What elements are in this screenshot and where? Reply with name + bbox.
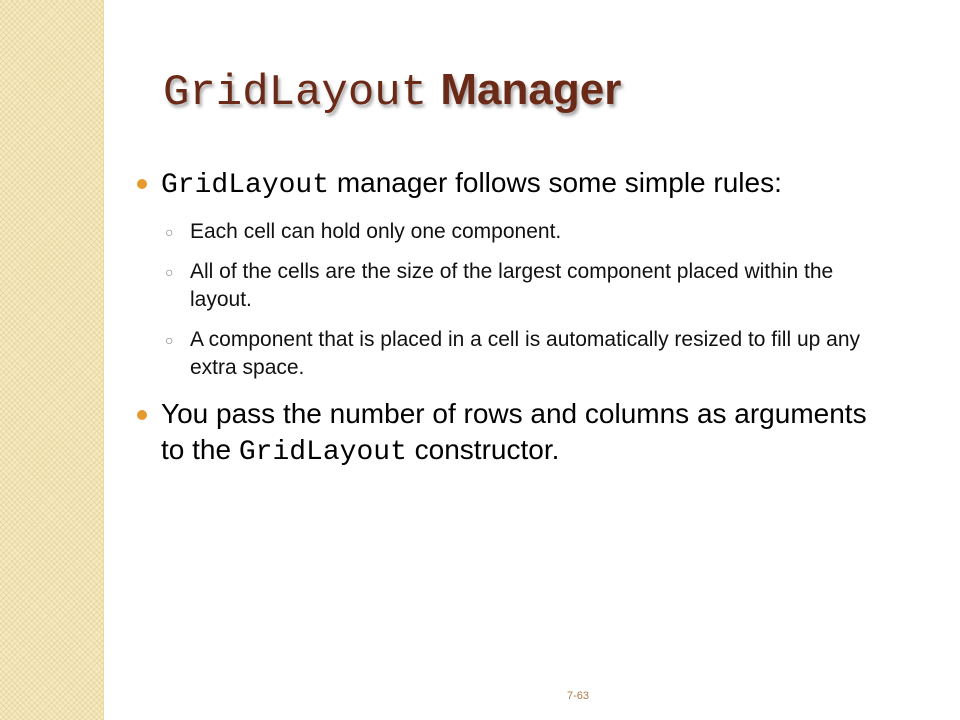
title-code: GridLayout — [163, 68, 428, 118]
bullet-list — [132, 165, 892, 471]
sub-bullet-list — [161, 218, 892, 382]
hollow-circle-icon: ○ — [165, 332, 174, 348]
sub-bullet-item — [161, 218, 892, 246]
bullet-dot-icon — [137, 410, 147, 420]
slide-title — [163, 58, 621, 124]
bullet-dot-icon — [137, 179, 147, 189]
title-text: Manager — [440, 65, 622, 114]
sub-bullet-text: A component that is placed in a cell is automatically resized to fill up any extra space. — [190, 328, 861, 379]
bullet-text: You pass the number of rows and columns as arguments to the — [161, 398, 867, 465]
hollow-circle-icon: ○ — [165, 224, 174, 240]
page-number: 7-63 — [566, 690, 590, 702]
sidebar-divider — [103, 0, 109, 720]
bullet-item — [132, 396, 892, 471]
sub-bullet-text: Each cell can hold only one component. — [190, 220, 562, 243]
slide-body — [132, 165, 892, 471]
sub-bullet-item — [161, 326, 892, 382]
bullet-text: manager follows some simple rules: — [336, 167, 782, 198]
sub-bullet-text: All of the cells are the size of the largest component placed within the layout. — [190, 260, 834, 311]
inline-code: GridLayout — [161, 170, 330, 201]
hollow-circle-icon: ○ — [165, 264, 174, 280]
sub-bullet-item — [161, 258, 892, 314]
bullet-text: constructor. — [414, 434, 560, 465]
bullet-item — [132, 165, 892, 382]
inline-code: GridLayout — [238, 437, 407, 468]
decorative-sidebar — [0, 0, 103, 720]
